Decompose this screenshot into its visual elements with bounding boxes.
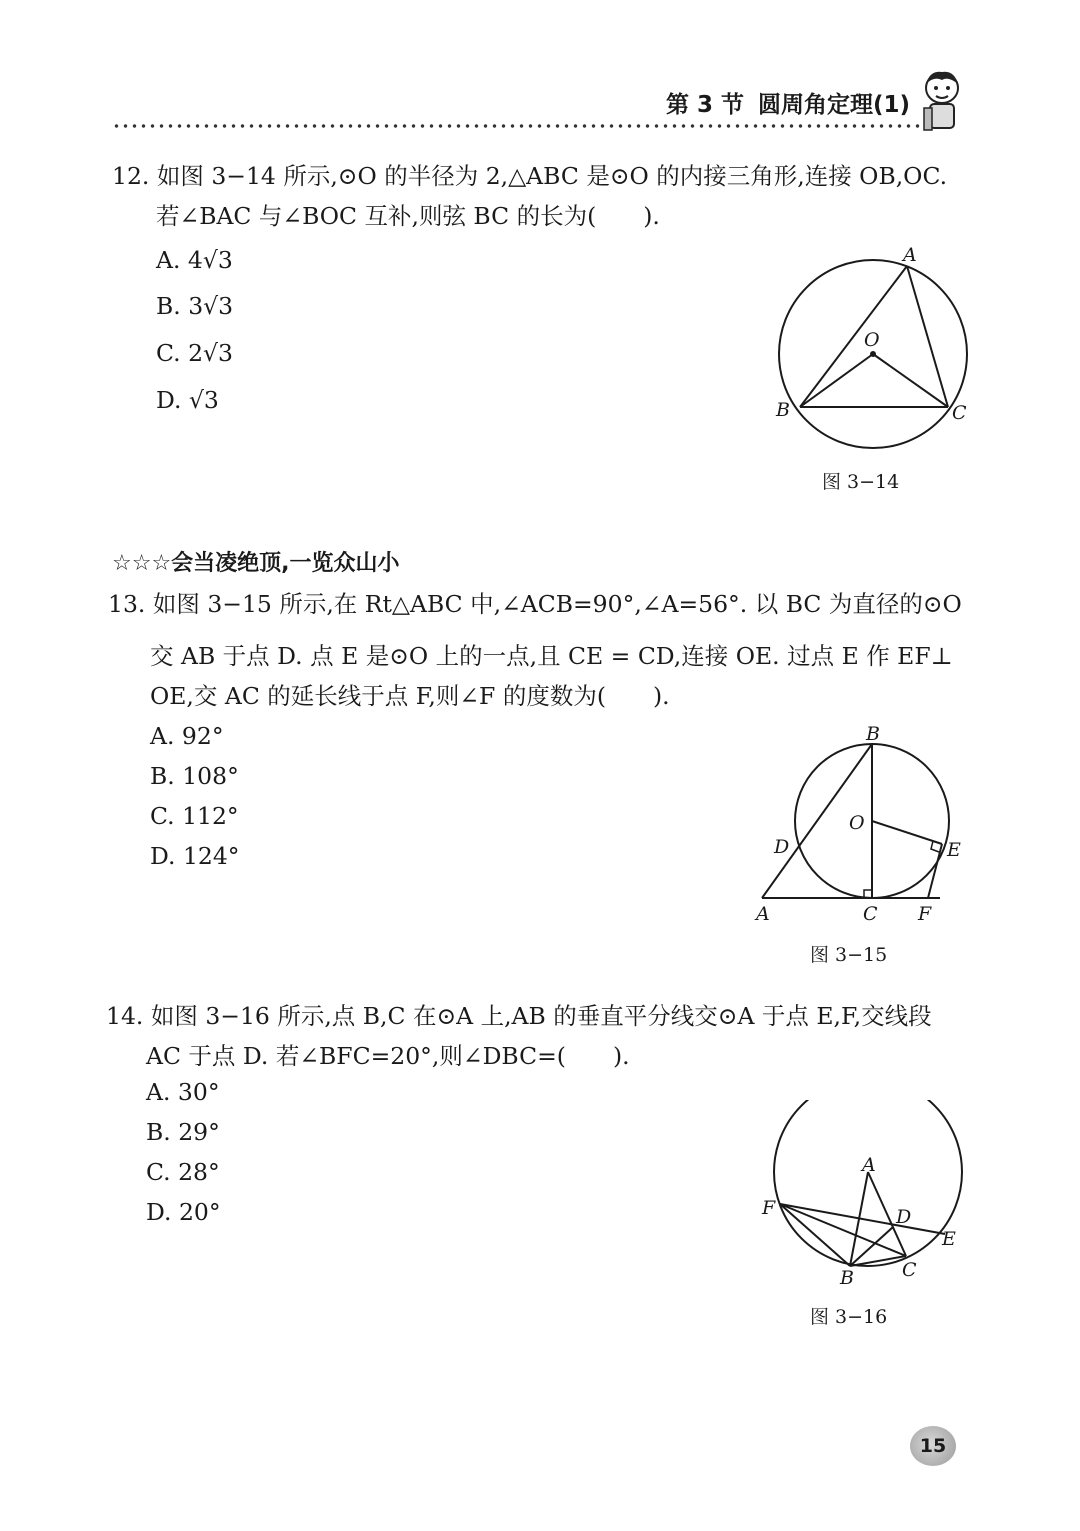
q12-option-d: D. √3 (156, 386, 219, 414)
label-a: A (903, 244, 917, 266)
segment-fb (780, 1204, 850, 1266)
label-d: D (896, 1206, 912, 1228)
q12-option-b: B. 3√3 (156, 292, 234, 320)
label-e: E (942, 1228, 956, 1250)
q14-option-d: D. 20° (146, 1198, 221, 1226)
label-f: F (918, 903, 932, 925)
q12-option-a: A. 4√3 (156, 246, 233, 274)
label-a: A (862, 1154, 876, 1176)
label-b: B (776, 399, 790, 421)
section-number: 第 3 节 (666, 92, 745, 118)
label-o: O (864, 329, 880, 351)
label-f: F (762, 1197, 776, 1219)
segment-oc (873, 354, 948, 407)
q13-option-d: D. 124° (150, 842, 240, 870)
section-title: 圆周角定理(1) (758, 92, 911, 118)
figure-caption-3-14: 图 3−14 (822, 471, 900, 493)
segment-ab (800, 266, 907, 407)
label-a: A (756, 903, 770, 925)
center-point (870, 351, 876, 357)
q12-line2: 若∠BAC 与∠BOC 互补,则弦 BC 的长为( ). (156, 202, 660, 230)
q14-line2: AC 于点 D. 若∠BFC=20°,则∠DBC=( ). (146, 1042, 630, 1070)
label-c: C (902, 1259, 917, 1281)
header-divider (112, 124, 920, 128)
q14-option-c: C. 28° (146, 1158, 220, 1186)
figure-3-15 (750, 722, 970, 932)
q14-line1: 14. 如图 3−16 所示,点 B,C 在⊙A 上,AB 的垂直平分线交⊙A 于点 E,F,交线段 (106, 1002, 932, 1030)
figure-3-16 (750, 1100, 980, 1300)
segment-ac (907, 266, 948, 407)
q13-line3: OE,交 AC 的延长线于点 F,则∠F 的度数为( ). (150, 682, 670, 710)
figure-caption-3-16: 图 3−16 (810, 1306, 888, 1328)
label-c: C (863, 903, 878, 925)
label-d: D (774, 836, 790, 858)
page-number: 15 (910, 1426, 956, 1466)
q13-option-c: C. 112° (150, 802, 239, 830)
q13-line2: 交 AB 于点 D. 点 E 是⊙O 上的一点,且 CE = CD,连接 OE. 过点 E 作 EF⊥ (150, 642, 953, 670)
label-c: C (952, 402, 967, 424)
figure-caption-3-15: 图 3−15 (810, 944, 888, 966)
section-heading: ☆☆☆会当凌绝顶,一览众山小 (112, 551, 400, 576)
segment-oe (872, 821, 942, 844)
segment-fe (780, 1204, 945, 1234)
label-b: B (840, 1267, 854, 1289)
label-b: B (866, 723, 880, 745)
label-o: O (849, 812, 865, 834)
cartoon-mascot-icon (918, 66, 966, 136)
figure-3-14 (760, 240, 980, 460)
q12-option-c: C. 2√3 (156, 339, 233, 367)
q13-line1: 13. 如图 3−15 所示,在 Rt△ABC 中,∠ACB=90°,∠A=56°. 以 BC 为直径的⊙O (108, 590, 962, 618)
q12-line1: 12. 如图 3−14 所示,⊙O 的半径为 2,△ABC 是⊙O 的内接三角形,连接 OB,OC. (112, 162, 948, 190)
q13-option-a: A. 92° (150, 722, 224, 750)
q14-option-b: B. 29° (146, 1118, 220, 1146)
label-e: E (947, 839, 961, 861)
q14-option-a: A. 30° (146, 1078, 220, 1106)
segment-ob (800, 354, 873, 407)
q13-option-b: B. 108° (150, 762, 239, 790)
